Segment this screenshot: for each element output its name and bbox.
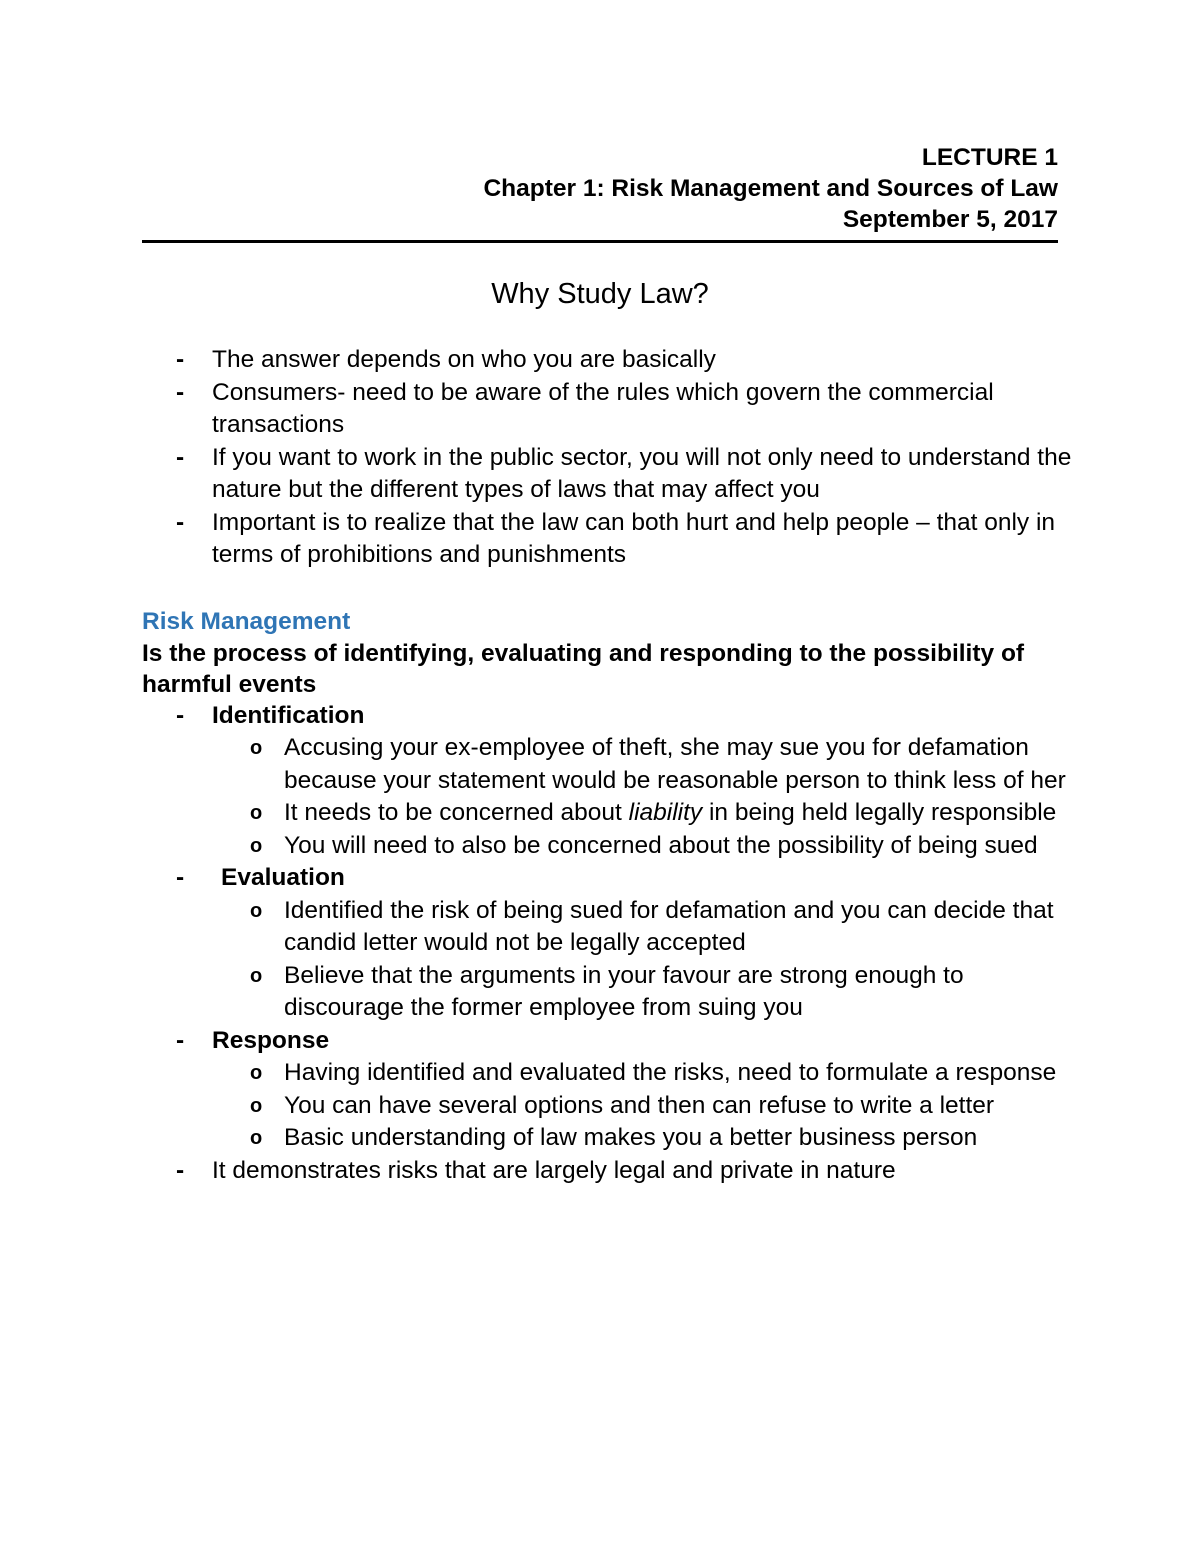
list-item-closing	[142, 1155, 1072, 1188]
dash-bullet: -	[176, 1026, 185, 1054]
dash-bullet: -	[176, 1156, 185, 1184]
list-item: - Important is to realize that the law can both hurt and help people – that only in terms of prohibitions and punishments	[176, 508, 1056, 568]
sub-list-item: o Believe that the arguments in your favour are strong enough to discourage the former employee from suing you	[250, 961, 964, 1021]
dash-bullet: -	[176, 443, 185, 471]
lecture-number: LECTURE 1	[921, 144, 1058, 171]
document-body	[142, 344, 1072, 1187]
circle-bullet: o	[250, 1094, 263, 1117]
sub-list-item: o You will need to also be concerned about the possibility of being sued	[212, 830, 1072, 863]
sub-list-item: o Basic understanding of law makes you a better business person	[212, 1122, 1072, 1155]
risk-management-definition: Is the process of identifying, evaluating and responding to the possibility of harmful events	[142, 639, 1025, 698]
circle-bullet: o	[250, 1127, 263, 1149]
evaluation-sublist	[212, 895, 1072, 1025]
list-item-identification	[142, 700, 1072, 863]
circle-bullet: o	[250, 737, 263, 759]
spacer	[142, 572, 1072, 604]
circle-bullet: o	[250, 834, 263, 857]
dash-bullet: -	[176, 701, 185, 729]
response-sublist	[212, 1057, 1072, 1155]
dash-bullet: -	[176, 346, 185, 373]
risk-management-list	[142, 700, 1072, 1188]
list-item: - If you want to work in the public sector, you will not only need to understand the nature but the different types of laws that may affect you	[176, 443, 1072, 503]
dash-bullet: -	[176, 864, 185, 891]
list-item: - The answer depends on who you are basically	[142, 344, 1072, 377]
sub-list-item: o Having identified and evaluated the risks, need to formulate a response	[212, 1057, 1072, 1090]
sub-list-item: o You can have several options and then can refuse to write a letter	[212, 1090, 1072, 1123]
closing-statement: It demonstrates risks that are largely legal and private in nature	[212, 1156, 896, 1184]
circle-bullet: o	[250, 964, 263, 987]
identification-label: Identification	[212, 701, 365, 729]
chapter-title: Chapter 1: Risk Management and Sources of Law	[483, 175, 1058, 202]
sub-list-item: o Identified the risk of being sued for defamation and you can decide that candid letter would not be legally accepted	[250, 896, 1054, 956]
circle-bullet: o	[250, 899, 263, 922]
dash-bullet: -	[176, 378, 185, 406]
response-label: Response	[212, 1026, 330, 1054]
circle-bullet: o	[250, 1062, 263, 1084]
lecture-date: September 5, 2017	[842, 206, 1058, 233]
page-title: Why Study Law?	[491, 278, 709, 310]
list-item-evaluation	[142, 862, 1072, 1025]
document-header	[142, 142, 1058, 235]
section-heading-risk-management: Risk Management	[142, 607, 351, 635]
intro-bullet-list	[142, 344, 1072, 572]
sub-list-item: o It needs to be concerned about liability in being held legally responsible	[212, 797, 1072, 830]
dash-bullet: -	[176, 508, 185, 536]
header-divider	[142, 240, 1058, 243]
identification-sublist	[212, 732, 1072, 862]
list-item: - Consumers- need to be aware of the rules which govern the commercial transactions	[176, 378, 994, 438]
emphasized-term: liability	[628, 799, 703, 826]
sub-list-item: o Accusing your ex-employee of theft, she may sue you for defamation because your statement would be reasonable person to think less of her	[250, 734, 1066, 794]
circle-bullet: o	[250, 802, 263, 824]
evaluation-label: Evaluation	[221, 864, 345, 891]
list-item-response	[142, 1025, 1072, 1155]
